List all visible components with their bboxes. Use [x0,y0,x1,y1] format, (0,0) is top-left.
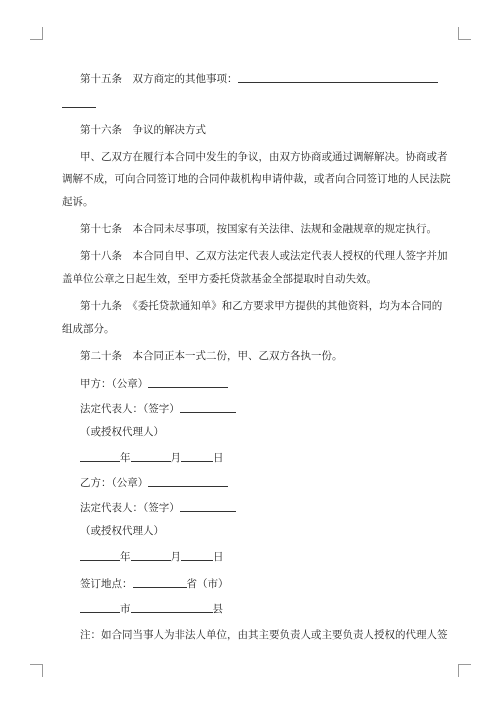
party-a-row [80,376,228,391]
crop-mark-top-right [458,27,471,40]
agent-a: （或授权代理人） [80,426,164,438]
blank-other-matters[interactable] [238,71,438,83]
signing-city-row [80,601,223,616]
clause-19-line2: 组成部分。 [62,323,115,335]
clause-16-line3: 起诉。 [62,196,94,208]
party-b-row [80,475,228,490]
signing-province-field[interactable] [133,576,187,588]
clause-16-title: 第十六条 争议的解决方式 [80,124,206,136]
signing-city-field[interactable] [80,601,120,613]
legal-rep-b-signature-field[interactable] [180,500,236,512]
signing-province-label: 省（市） [186,578,229,590]
legal-rep-b-label: 法定代表人：（签字） [80,502,180,514]
date-a-day-label: 日 [213,452,224,464]
legal-rep-a-row [80,401,236,416]
date-b-year-field[interactable] [80,549,120,561]
date-a-month-field[interactable] [131,450,171,462]
date-a-month-label: 月 [170,452,181,464]
legal-rep-b-row [80,500,236,515]
date-a-year-label: 年 [120,452,131,464]
clause-17: 第十七条 本合同未尽事项，按国家有关法律、法规和金融规章的规定执行。 [80,223,437,235]
clause-19-line1: 第十九条 《委托贷款通知单》和乙方要求甲方提供的其他资料，均为本合同的 [80,300,443,312]
date-a-day-field[interactable] [181,450,213,462]
party-a-label: 甲方：（公章） [80,378,149,390]
party-a-seal-field[interactable] [148,376,228,388]
signing-county-label: 县 [212,603,223,615]
clause-18-line1: 第十八条 本合同自甲、乙双方法定代表人或法定代表人授权的代理人签字并加 [80,250,448,262]
date-b-row [80,549,224,564]
crop-mark-top-left [30,27,43,40]
signing-county-field[interactable] [131,601,213,613]
clause-15 [80,71,438,86]
signing-place-row [80,576,229,591]
date-b-day-label: 日 [213,551,224,563]
signing-place-label: 签订地点： [80,578,133,590]
date-a-year-field[interactable] [80,450,120,462]
clause-18-line2: 盖单位公章之日起生效，至甲方委托贷款基金全部提取时自动失效。 [62,273,377,285]
signing-city-label: 市 [120,603,131,615]
date-b-month-label: 月 [170,551,181,563]
party-b-seal-field[interactable] [148,475,228,487]
crop-mark-bottom-right [458,664,471,677]
clause-16-line2: 调解不成，可向合同签订地的合同仲裁机构申请仲裁，或者向合同签订地的人民法院 [62,173,451,185]
clause-20: 第二十条 本合同正本一式二份，甲、乙双方各执一份。 [80,350,343,362]
party-b-label: 乙方：（公章） [80,477,149,489]
blank-other-matters-cont[interactable] [62,107,96,108]
legal-rep-a-signature-field[interactable] [180,401,236,413]
date-b-month-field[interactable] [131,549,171,561]
crop-mark-bottom-left [30,664,43,677]
date-b-year-label: 年 [120,551,131,563]
agent-b: （或授权代理人） [80,525,164,537]
clause-16-line1: 甲、乙双方在履行本合同中发生的争议，由双方协商或通过调解解决。协商或者 [80,151,448,163]
date-b-day-field[interactable] [181,549,213,561]
footnote: 注：如合同当事人为非法人单位，由其主要负责人或主要负责人授权的代理人签 [80,629,448,641]
date-a-row [80,450,224,465]
clause-15-text: 第十五条 双方商定的其他事项： [80,73,238,85]
legal-rep-a-label: 法定代表人：（签字） [80,403,180,415]
